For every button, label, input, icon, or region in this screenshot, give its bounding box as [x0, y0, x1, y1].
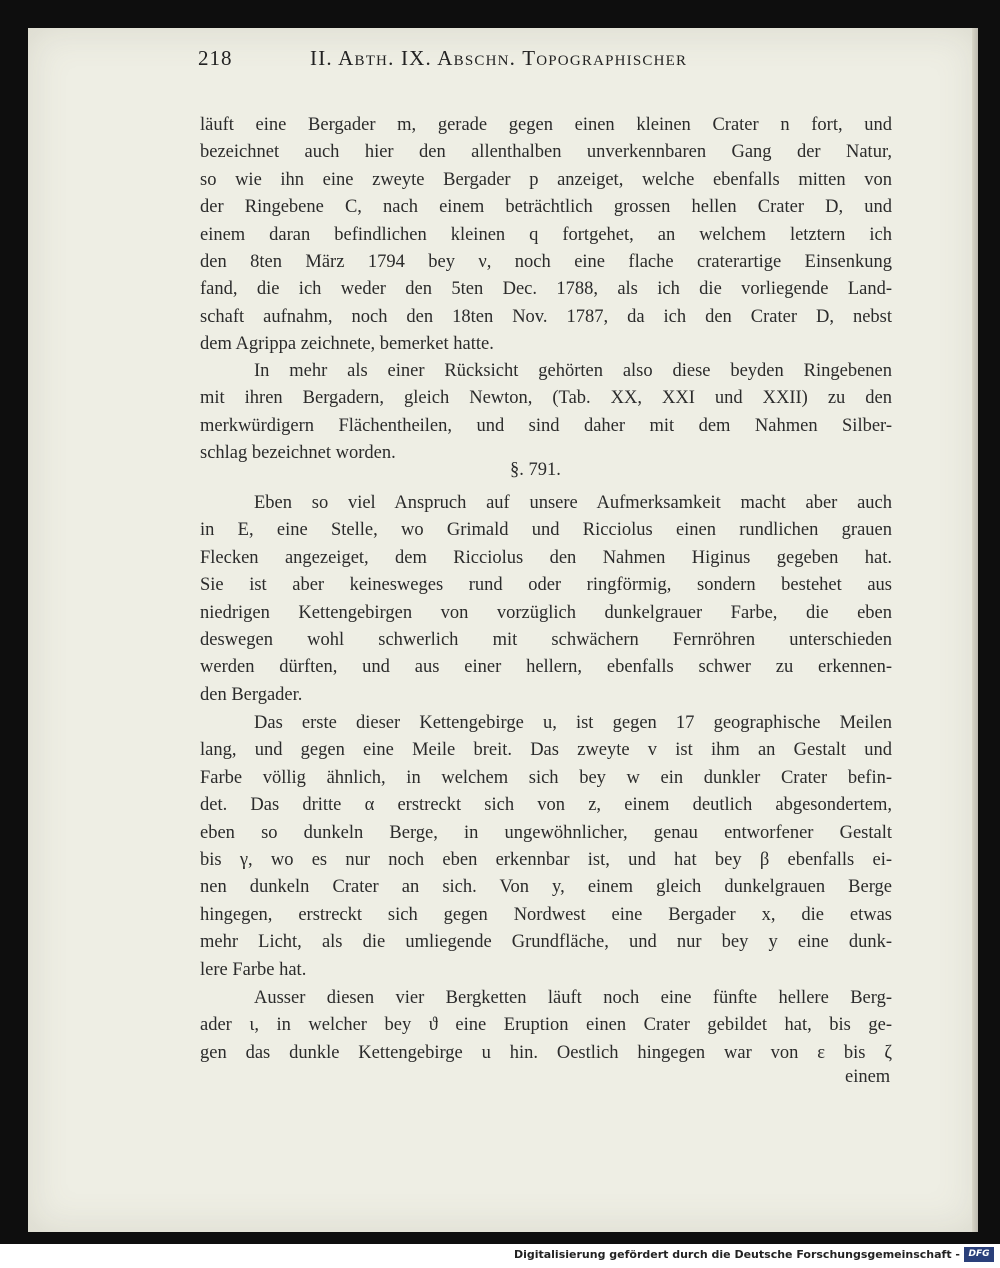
text-line: Ausser diesen vier Bergketten läuft noch eine fünfte hellere Berg-	[254, 988, 892, 1008]
text-line: In mehr als einer Rücksicht gehörten also diese beyden Ringebenen	[254, 361, 892, 381]
paragraph-5	[200, 985, 892, 1067]
paragraph-2	[200, 358, 892, 468]
text-line: den Bergader.	[200, 684, 303, 705]
running-head: II. Abth. IX. Abschn. Topographischer	[310, 46, 688, 70]
text-line: Sie ist aber keinesweges rund oder ringförmig, sondern bestehet aus	[200, 575, 892, 596]
text-line: so wie ihn eine zweyte Bergader p anzeiget, welche ebenfalls mitten von	[200, 169, 892, 190]
footer-bar	[0, 1244, 1000, 1268]
text-line: hingegen, erstreckt sich gegen Nordwest eine Bergader x, die etwas	[200, 904, 892, 925]
funding-credit: Digitalisierung gefördert durch die Deutsche Forschungsgemeinschaft -	[513, 1248, 960, 1261]
text-line: nen dunkeln Crater an sich. Von y, einem gleich dunkelgrauen Berge	[200, 877, 892, 898]
page-header	[198, 46, 780, 76]
text-line: schaft aufnahm, noch den 18ten Nov. 1787, da ich den Crater D, nebst	[200, 306, 892, 327]
text-line: niedrigen Kettengebirgen von vorzüglich dunkelgrauer Farbe, die eben	[200, 602, 892, 623]
text-line: Farbe völlig ähnlich, in welchem sich bey w ein dunkler Crater befin-	[200, 767, 892, 788]
text-line: einem daran befindlichen kleinen q fortgehet, an welchem letztern ich	[200, 224, 892, 245]
text-line: merkwürdigern Flächentheilen, und sind daher mit dem Nahmen Silber-	[200, 415, 892, 436]
text-line: dem Agrippa zeichnete, bemerket hatte.	[200, 334, 494, 355]
page-edge	[972, 28, 978, 1232]
text-line: mehr Licht, als die umliegende Grundfläche, und nur bey y eine dunk-	[200, 932, 892, 953]
text-line: bezeichnet auch hier den allenthalben unverkennbaren Gang der Natur,	[200, 142, 892, 163]
text-line: läuft eine Bergader m, gerade gegen einen kleinen Crater n fort, und	[200, 115, 892, 135]
dfg-logo-icon: DFG	[964, 1247, 994, 1262]
paragraph-3	[200, 490, 892, 709]
text-line: Flecken angezeiget, dem Ricciolus den Nahmen Higinus gegeben hat.	[200, 547, 892, 568]
text-line: fand, die ich weder den 5ten Dec. 1788, als ich die vorliegende Land-	[200, 279, 892, 300]
text-line: den 8ten März 1794 bey ν, noch eine flache craterartige Einsenkung	[200, 251, 892, 272]
paragraph-1	[200, 112, 892, 359]
text-line: der Ringebene C, nach einem beträchtlich grossen hellen Crater D, und	[200, 197, 892, 218]
paragraph-4	[200, 710, 892, 984]
text-line: mit ihren Bergadern, gleich Newton, (Tab. XX, XXI und XXII) zu den	[200, 388, 892, 409]
text-line: bis γ, wo es nur noch eben erkennbar ist, und hat bey β ebenfalls ei-	[200, 849, 892, 870]
text-line: det. Das dritte α erstreckt sich von z, einem deutlich abgesondertem,	[200, 795, 892, 816]
text-line: gen das dunkle Kettengebirge u hin. Oestlich hingegen war von ε bis ζ	[200, 1042, 892, 1063]
section-number: §. 791.	[510, 460, 561, 480]
text-line: Das erste dieser Kettengebirge u, ist gegen 17 geographische Meilen	[254, 713, 892, 733]
text-line: Eben so viel Anspruch auf unsere Aufmerksamkeit macht aber auch	[254, 493, 892, 513]
page-number: 218	[198, 46, 233, 70]
text-line: schlag bezeichnet worden.	[200, 443, 396, 464]
text-line: lang, und gegen eine Meile breit. Das zweyte v ist ihm an Gestalt und	[200, 740, 892, 761]
text-line: ader ι, in welcher bey ϑ eine Eruption einen Crater gebildet hat, bis ge-	[200, 1015, 892, 1036]
text-line: eben so dunkeln Berge, in ungewöhnlicher, genau entworfener Gestalt	[200, 822, 892, 843]
catchword: einem	[845, 1067, 891, 1087]
text-line: deswegen wohl schwerlich mit schwächern Fernröhren unterschieden	[200, 629, 892, 650]
text-line: in E, eine Stelle, wo Grimald und Ricciolus einen rundlichen grauen	[200, 520, 892, 541]
text-line: lere Farbe hat.	[200, 959, 307, 980]
text-line: werden dürften, und aus einer hellern, ebenfalls schwer zu erkennen-	[200, 657, 892, 678]
